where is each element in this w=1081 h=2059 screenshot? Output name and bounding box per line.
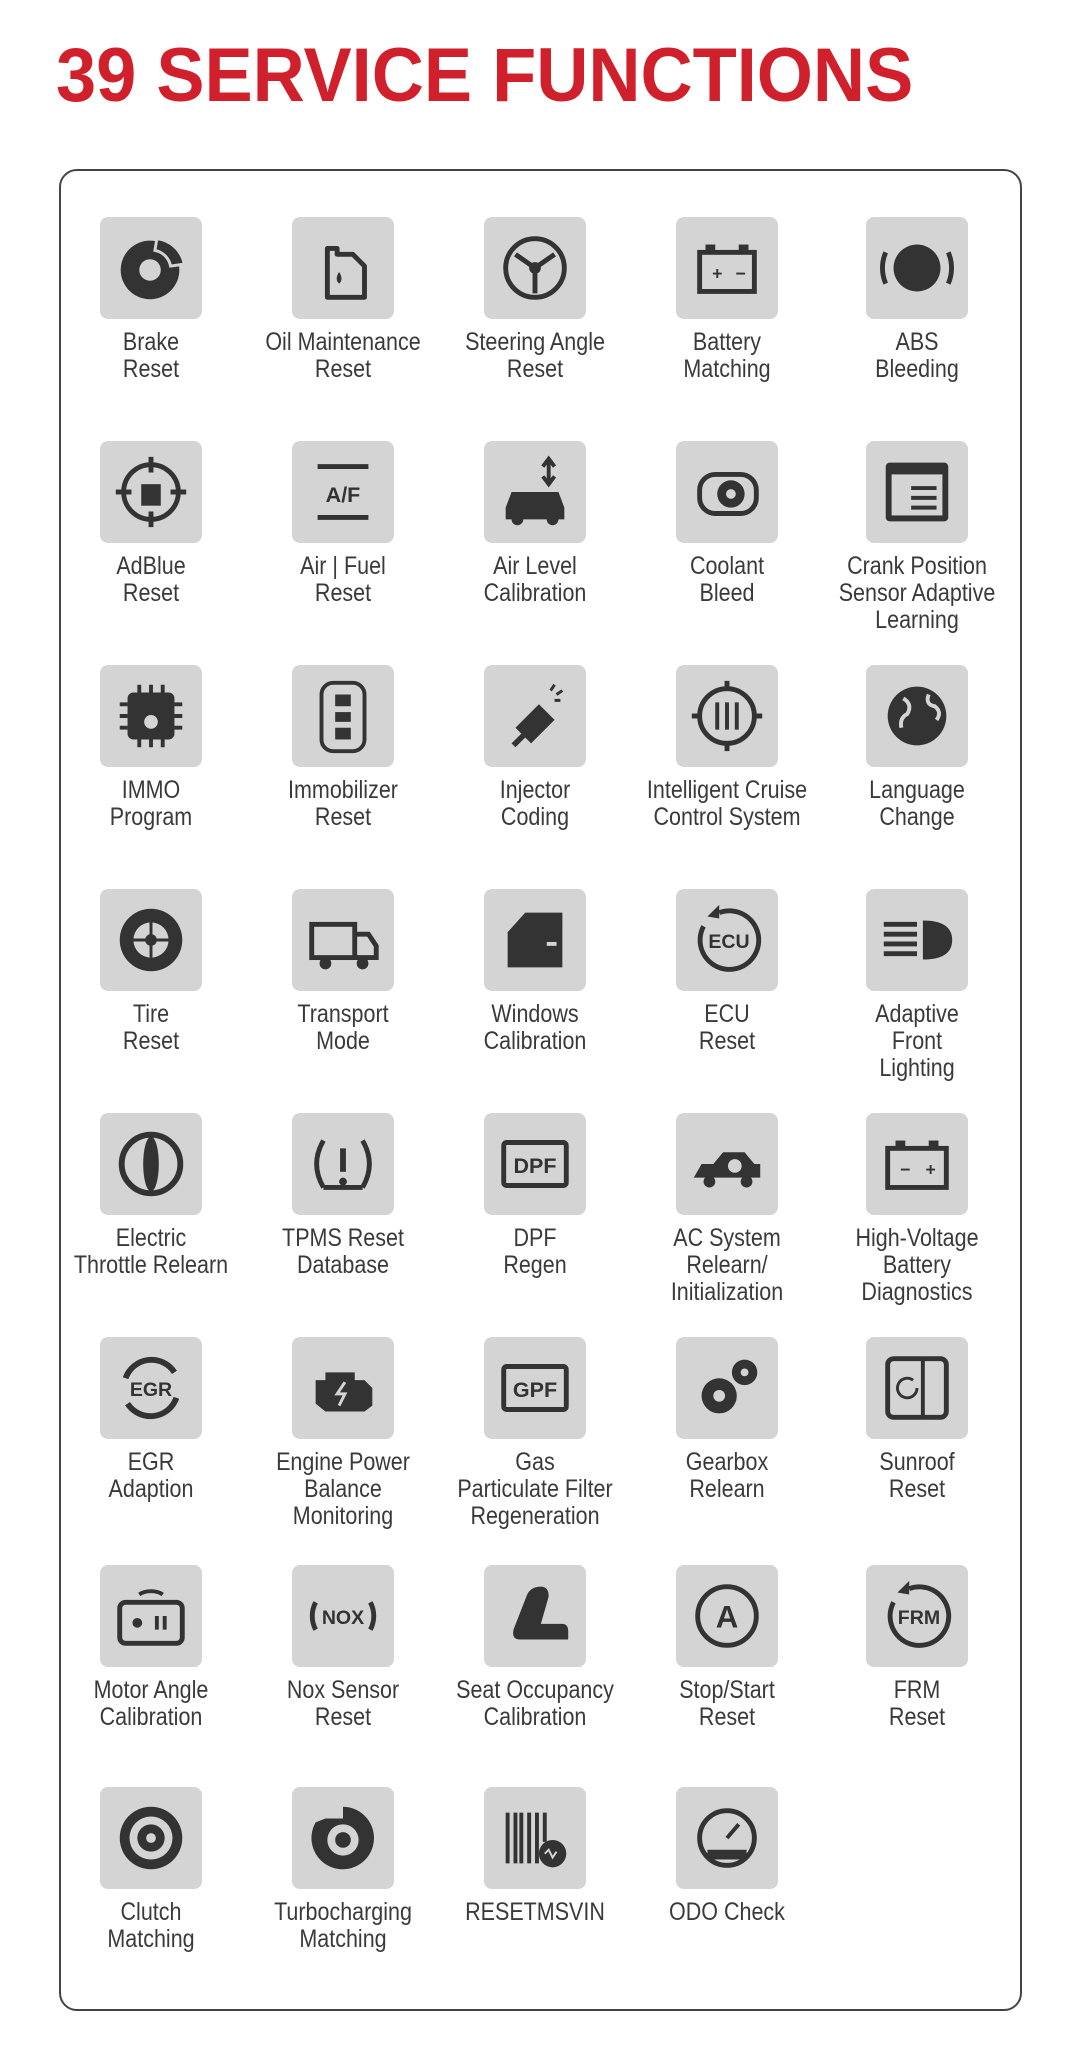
function-label: FRM Reset (888, 1676, 946, 1731)
air-level-car-icon (484, 441, 586, 543)
key-fob-icon (292, 665, 394, 767)
truck-icon (292, 889, 394, 991)
svg-text:+: + (925, 1159, 936, 1180)
dpf-icon (484, 1113, 586, 1215)
function-item[interactable] (822, 1113, 1012, 1333)
function-item[interactable] (632, 665, 822, 885)
function-label: Clutch Matching (107, 1898, 195, 1953)
function-item[interactable] (440, 1787, 630, 2007)
svg-text:A/F: A/F (325, 482, 361, 507)
immo-chip-icon (100, 665, 202, 767)
svg-text:ECU: ECU (708, 930, 750, 953)
function-label: Windows Calibration (483, 1000, 587, 1055)
function-item[interactable] (440, 665, 630, 885)
seat-icon (484, 1565, 586, 1667)
air-fuel-icon (292, 441, 394, 543)
function-label: Seat Occupancy Calibration (456, 1676, 614, 1731)
nox-icon (292, 1565, 394, 1667)
svg-text:DPF: DPF (513, 1153, 557, 1178)
function-item[interactable] (632, 1337, 822, 1557)
crank-sensor-icon (866, 441, 968, 543)
clutch-icon (100, 1787, 202, 1889)
function-label: RESETMSVIN (465, 1898, 605, 1926)
gears-icon (676, 1337, 778, 1439)
function-label: ECU Reset (698, 1000, 756, 1055)
function-item[interactable] (440, 1337, 630, 1557)
function-label: Tire Reset (122, 1000, 180, 1055)
function-label: Turbocharging Matching (274, 1898, 412, 1953)
steering-wheel-icon (484, 217, 586, 319)
egr-icon (100, 1337, 202, 1439)
function-item[interactable] (440, 441, 630, 661)
function-item[interactable] (822, 1337, 1012, 1557)
function-label: Gas Particulate Filter Regeneration (457, 1448, 613, 1530)
function-label: Battery Matching (683, 328, 771, 383)
barcode-vin-icon (484, 1787, 586, 1889)
function-label: Language Change (869, 776, 965, 831)
turbo-icon (292, 1787, 394, 1889)
function-item[interactable] (440, 889, 630, 1109)
function-label: ODO Check (669, 1898, 785, 1926)
function-label: Injector Coding (499, 776, 571, 831)
function-label: TPMS Reset Database (282, 1224, 404, 1279)
function-item[interactable] (248, 889, 438, 1109)
function-item[interactable] (248, 441, 438, 661)
function-item[interactable] (56, 217, 246, 437)
function-item[interactable] (440, 217, 630, 437)
injector-icon (484, 665, 586, 767)
function-item[interactable] (822, 217, 1012, 437)
function-item[interactable] (248, 1787, 438, 2007)
car-window-icon (484, 889, 586, 991)
function-label: Stop/Start Reset (679, 1676, 775, 1731)
function-label: Steering Angle Reset (465, 328, 605, 383)
throttle-icon (100, 1113, 202, 1215)
tire-icon (100, 889, 202, 991)
function-item[interactable] (632, 1565, 822, 1785)
brake-icon (100, 217, 202, 319)
function-item[interactable] (248, 665, 438, 885)
function-label: Immobilizer Reset (288, 776, 398, 831)
function-label: Crank Position Sensor Adaptive Learning (838, 552, 996, 634)
function-label: Oil Maintenance Reset (265, 328, 421, 383)
svg-text:NOX: NOX (321, 1606, 365, 1629)
gpf-icon (484, 1337, 586, 1439)
function-item[interactable] (632, 441, 822, 661)
function-item[interactable] (632, 889, 822, 1109)
function-label: ABS Bleeding (875, 328, 959, 383)
ecu-reset-icon (676, 889, 778, 991)
function-item[interactable] (822, 441, 1012, 661)
svg-text:FRM: FRM (897, 1606, 941, 1629)
abs-icon (866, 217, 968, 319)
svg-text:ABS: ABS (896, 258, 938, 281)
function-item[interactable] (822, 1565, 1012, 1785)
function-label: IMMO Program (109, 776, 193, 831)
cruise-control-icon (676, 665, 778, 767)
function-item[interactable] (248, 217, 438, 437)
function-label: Gearbox Relearn (685, 1448, 769, 1503)
adblue-icon (100, 441, 202, 543)
function-item[interactable] (56, 1113, 246, 1333)
function-item[interactable] (56, 665, 246, 885)
odometer-icon (676, 1787, 778, 1889)
hv-battery-icon (866, 1113, 968, 1215)
oil-can-icon (292, 217, 394, 319)
function-label: EGR Adaption (108, 1448, 194, 1503)
functions-grid (61, 171, 1020, 2009)
function-label: Coolant Bleed (689, 552, 765, 607)
function-label: Intelligent Cruise Control System (646, 776, 808, 831)
function-label: Air | Fuel Reset (300, 552, 386, 607)
function-label: Engine Power Balance Monitoring (276, 1448, 410, 1530)
svg-text:GPF: GPF (512, 1377, 558, 1402)
function-label: Air Level Calibration (483, 552, 587, 607)
function-label: Adaptive Front Lighting (875, 1000, 959, 1082)
svg-text:+: + (712, 263, 723, 284)
coolant-pump-icon (676, 441, 778, 543)
function-label: AdBlue Reset (116, 552, 186, 607)
stop-start-icon (676, 1565, 778, 1667)
function-item[interactable] (248, 1337, 438, 1557)
function-item[interactable] (822, 665, 1012, 885)
engine-icon (292, 1337, 394, 1439)
headlight-icon (866, 889, 968, 991)
frm-icon (866, 1565, 968, 1667)
motor-icon (100, 1565, 202, 1667)
function-label: AC System Relearn/ Initialization (670, 1224, 784, 1306)
svg-text:−: − (735, 263, 746, 284)
functions-panel (59, 169, 1022, 2011)
function-item[interactable] (56, 1337, 246, 1557)
sunroof-icon (866, 1337, 968, 1439)
function-item[interactable] (248, 1113, 438, 1333)
function-item[interactable] (248, 1565, 438, 1785)
function-label: Nox Sensor Reset (286, 1676, 400, 1731)
function-label: Motor Angle Calibration (93, 1676, 209, 1731)
tpms-icon (292, 1113, 394, 1215)
function-label: DPF Regen (503, 1224, 567, 1279)
function-label: High-Voltage Battery Diagnostics (855, 1224, 979, 1306)
function-label: Sunroof Reset (879, 1448, 955, 1503)
function-item[interactable] (440, 1565, 630, 1785)
function-label: Transport Mode (297, 1000, 389, 1055)
battery-icon (676, 217, 778, 319)
svg-text:−: − (900, 1159, 911, 1180)
function-item[interactable] (56, 889, 246, 1109)
function-item[interactable] (56, 1565, 246, 1785)
function-item[interactable] (56, 441, 246, 661)
function-item[interactable] (440, 1113, 630, 1333)
function-item[interactable] (632, 217, 822, 437)
function-label: Electric Throttle Relearn (73, 1224, 229, 1279)
function-item[interactable] (632, 1113, 822, 1333)
function-label: Brake Reset (122, 328, 180, 383)
function-item[interactable] (632, 1787, 822, 2007)
function-item[interactable] (822, 889, 1012, 1109)
svg-text:EGR: EGR (129, 1378, 173, 1401)
svg-text:A: A (715, 1599, 739, 1635)
globe-icon (866, 665, 968, 767)
ac-car-icon (676, 1113, 778, 1215)
page-title: 39 SERVICE FUNCTIONS (56, 33, 914, 118)
function-item[interactable] (56, 1787, 246, 2007)
